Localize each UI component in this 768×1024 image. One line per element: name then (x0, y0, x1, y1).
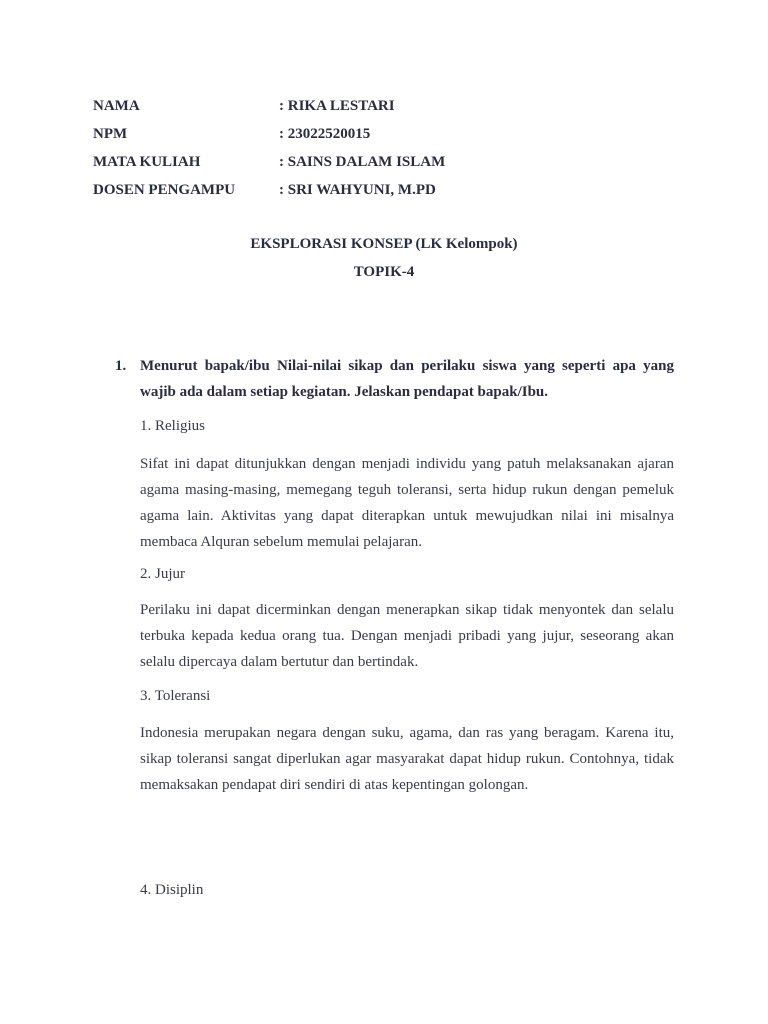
info-row-nama (93, 95, 693, 123)
answer-text-toleransi: Indonesia merupakan negara dengan suku, agama, dan ras yang beragam. Karena itu, sikap toleransi sangat diperlukan agar masyarakat dapat hidup rukun. Contohnya, tidak memaksakan pendapat diri sendiri di atas kepentingan golongan. (140, 725, 674, 793)
info-value: : RIKA LESTARI (279, 98, 395, 114)
info-value: : SRI WAHYUNI, M.PD (279, 182, 436, 198)
info-value: : SAINS DALAM ISLAM (279, 154, 446, 170)
info-label: NPM (93, 126, 128, 142)
answer-title-religius: 1. Religius (140, 418, 206, 434)
info-row-mata-kuliah (93, 151, 693, 179)
answer-title-toleransi: 3. Toleransi (140, 688, 211, 704)
info-label: NAMA (93, 98, 140, 114)
answer-text-religius: Sifat ini dapat ditunjukkan dengan menjadi individu yang patuh melaksanakan ajaran agama masing-masing, memegang teguh toleransi, serta hidup rukun dengan pemeluk agama lain. Aktivitas yang dapat diterapkan untuk mewujudkan nilai ini misalnya membaca Alquran sebelum memulai pelajaran. (140, 456, 674, 550)
document-subtitle: TOPIK-4 (353, 264, 415, 280)
document-title: EKSPLORASI KONSEP (LK Kelompok) (250, 236, 518, 252)
student-info-header (93, 95, 693, 207)
info-row-dosen (93, 179, 693, 207)
info-value: : 23022520015 (279, 126, 371, 142)
answer-title-disiplin: 4. Disiplin (140, 882, 204, 898)
info-label: MATA KULIAH (93, 154, 201, 170)
question-number: 1. (115, 358, 127, 374)
question-text: Menurut bapak/ibu Nilai-nilai sikap dan perilaku siswa yang seperti apa yang wajib ada dalam setiap kegiatan. Jelaskan pendapat bapak/Ibu. (140, 358, 674, 400)
question-1 (115, 353, 674, 405)
info-label: DOSEN PENGAMPU (93, 182, 236, 198)
answer-title-jujur: 2. Jujur (140, 566, 185, 582)
answer-text-jujur: Perilaku ini dapat dicerminkan dengan menerapkan sikap tidak menyontek dan selalu terbuka kepada kedua orang tua. Dengan menjadi pribadi yang jujur, seseorang akan selalu dipercaya dalam bertutur dan bertindak. (140, 602, 674, 670)
info-row-npm (93, 123, 693, 151)
